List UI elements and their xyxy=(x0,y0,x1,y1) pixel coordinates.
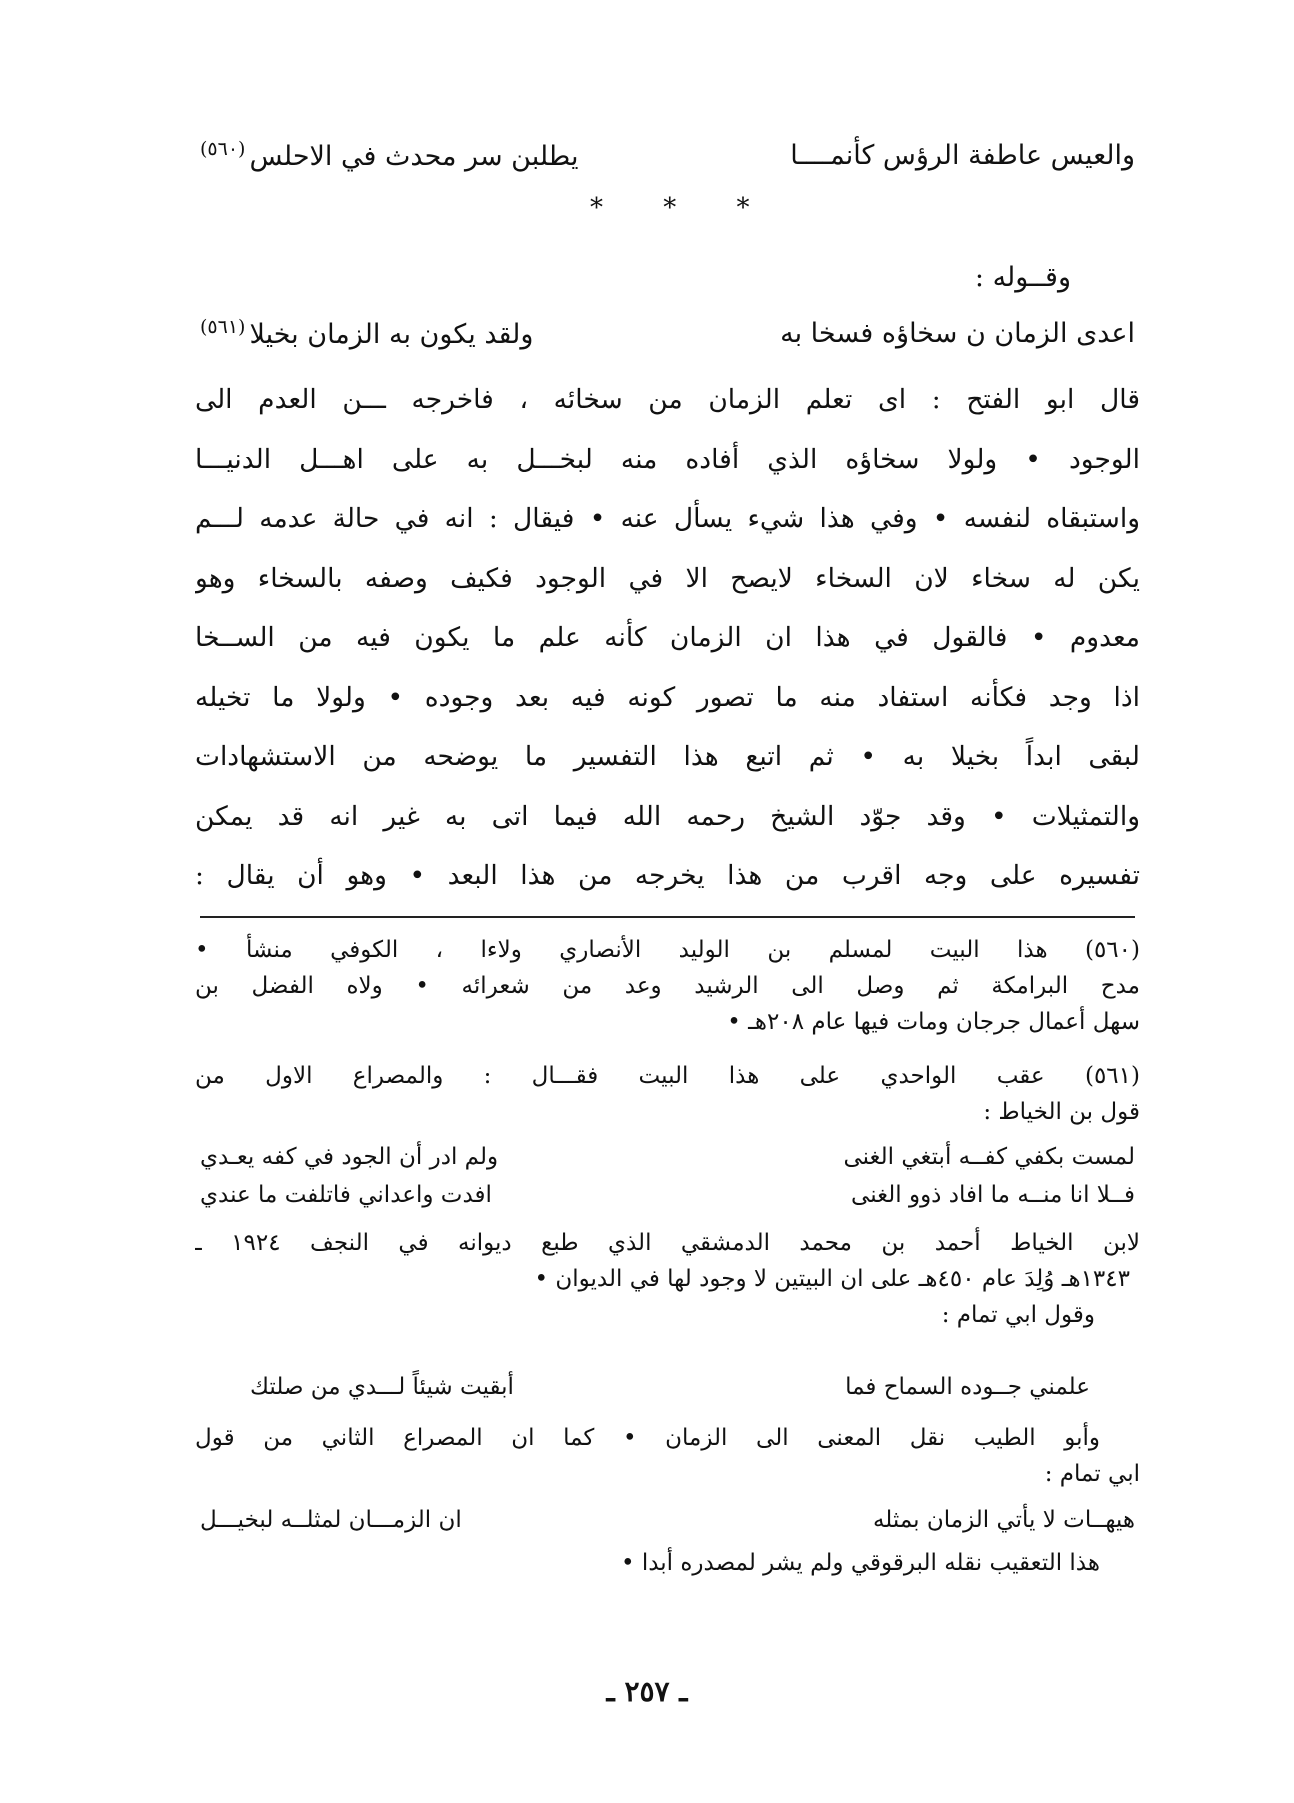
commentary-paragraph xyxy=(195,370,1140,906)
verse-hemistich-2: افدت واعداني فاتلفت ما عندي xyxy=(200,1182,492,1208)
separator-stars: * * * xyxy=(590,193,776,223)
footnote-ref: (٥٦٠) xyxy=(200,138,246,160)
footnote-line: لابن الخياط أحمد بن محمد الدمشقي الذي طبع ديوانه في النجف ١٩٢٤ ـ xyxy=(195,1230,1140,1256)
footnote-verse xyxy=(200,1140,1135,1174)
verse-hemistich-1: اعدى الزمان ن سخاؤه فسخا به xyxy=(780,317,1135,349)
footnote-verse xyxy=(250,1370,1090,1404)
footnote-line: قول بن الخياط : xyxy=(983,1099,1140,1125)
second-verse xyxy=(200,313,1135,353)
footnote-line: ١٣٤٣هـ وُلِدَ عام ٤٥٠هـ على ان البيتين لا وجود لها في الديوان • xyxy=(534,1266,1130,1292)
footnote-final xyxy=(195,1545,1140,1581)
footnote-561-end xyxy=(195,1420,1140,1492)
footnote-divider xyxy=(200,916,1135,918)
intro-label: وقــوله : xyxy=(974,262,1071,293)
footnote-line: مدح البرامكة ثم وصل الى الرشيد وعد من شعرائه • ولاه الفضل بن xyxy=(195,973,1140,999)
commentary-line: يكن له سخاء لان السخاء لايصح الا في الوجود فكيف وصفه بالسخاء وهو xyxy=(195,562,1140,594)
commentary-line: الوجود • ولولا سخاؤه الذي أفاده منه لبخـــل به على اهـــل الدنيـــا xyxy=(195,443,1140,475)
footnote-verse xyxy=(200,1503,1135,1537)
footnote-line: سهل أعمال جرجان ومات فيها عام ٢٠٨هـ • xyxy=(727,1009,1140,1035)
verse-hemistich-1: علمني جــوده السماح فما xyxy=(845,1374,1090,1400)
page-number: ـ ٢٥٧ ـ xyxy=(606,1675,688,1708)
verse-hemistich-1: فــلا انا منــه ما افاد ذوو الغنى xyxy=(851,1182,1135,1208)
verse-hemistich-2: ولقد يكون به الزمان بخيلا$^{(٥٦١)}$ xyxy=(200,316,534,350)
footnote-line: ابي تمام : xyxy=(1044,1461,1140,1487)
verse-hemistich-2: أبقيت شيئاً لـــدي من صلتك xyxy=(250,1374,514,1400)
footnote-line: وقول ابي تمام : xyxy=(941,1302,1095,1328)
commentary-line: لبقى ابداً بخيلا به • ثم اتبع هذا التفسير ما يوضحه من الاستشهادات xyxy=(195,741,1140,772)
footnote-561-intro xyxy=(195,1058,1140,1130)
verse-hemistich-1: لمست بكفي كفــه أبتغي الغنى xyxy=(843,1144,1135,1170)
verse-hemistich-1: والعيس عاطفة الرؤس كأنمــــا xyxy=(790,139,1135,171)
footnote-line: وأبو الطيب نقل المعنى الى الزمان • كما ان المصراع الثاني من قول xyxy=(195,1425,1100,1451)
footnote-line: هذا التعقيب نقله البرقوقي ولم يشر لمصدره أبدا • xyxy=(620,1550,1100,1576)
commentary-line: معدوم • فالقول في هذا ان الزمان كأنه علم ما يكون فيه من الســخا xyxy=(195,622,1140,653)
footnote-line: (٥٦٠) هذا البيت لمسلم بن الوليد الأنصاري ولاءا ، الكوفي منشأ • xyxy=(195,937,1140,963)
commentary-line: تفسيره على وجه اقرب من هذا يخرجه من هذا البعد • وهو أن يقال : xyxy=(195,860,1140,891)
footnote-560 xyxy=(195,932,1140,1040)
commentary-line: واستبقاه لنفسه • وفي هذا شيء يسأل عنه • فيقال : انه في حالة عدمه لـــم xyxy=(195,503,1140,534)
commentary-line: اذا وجد فكأنه استفاد منه ما تصور كونه فيه بعد وجوده • ولولا ما تخيله xyxy=(195,681,1140,713)
footnote-561-mid xyxy=(195,1225,1140,1333)
commentary-line: والتمثيلات • وقد جوّد الشيخ رحمه الله فيما اتى به غير انه قد يمكن xyxy=(195,800,1140,832)
footnote-line: (٥٦١) عقب الواحدي على هذا البيت فقـــال : والمصراع الاول من xyxy=(195,1063,1140,1089)
verse-hemistich-2: ولم ادر أن الجود في كفه يعـدي xyxy=(200,1144,499,1170)
commentary-line: قال ابو الفتح : اى تعلم الزمان من سخائه ، فاخرجه ـــن العدم الى xyxy=(195,384,1140,415)
verse-hemistich-2: يطلبن سر محدث في الاحلس$^{(٥٦٠)}$ xyxy=(200,138,579,172)
footnote-verse xyxy=(200,1178,1135,1212)
footnote-ref: (٥٦١) xyxy=(200,316,246,338)
top-verse xyxy=(200,135,1135,175)
verse-hemistich-1: هيهــات لا يأتي الزمان بمثله xyxy=(872,1507,1135,1533)
verse-hemistich-2: ان الزمـــان لمثلــه لبخيـــل xyxy=(200,1507,462,1533)
